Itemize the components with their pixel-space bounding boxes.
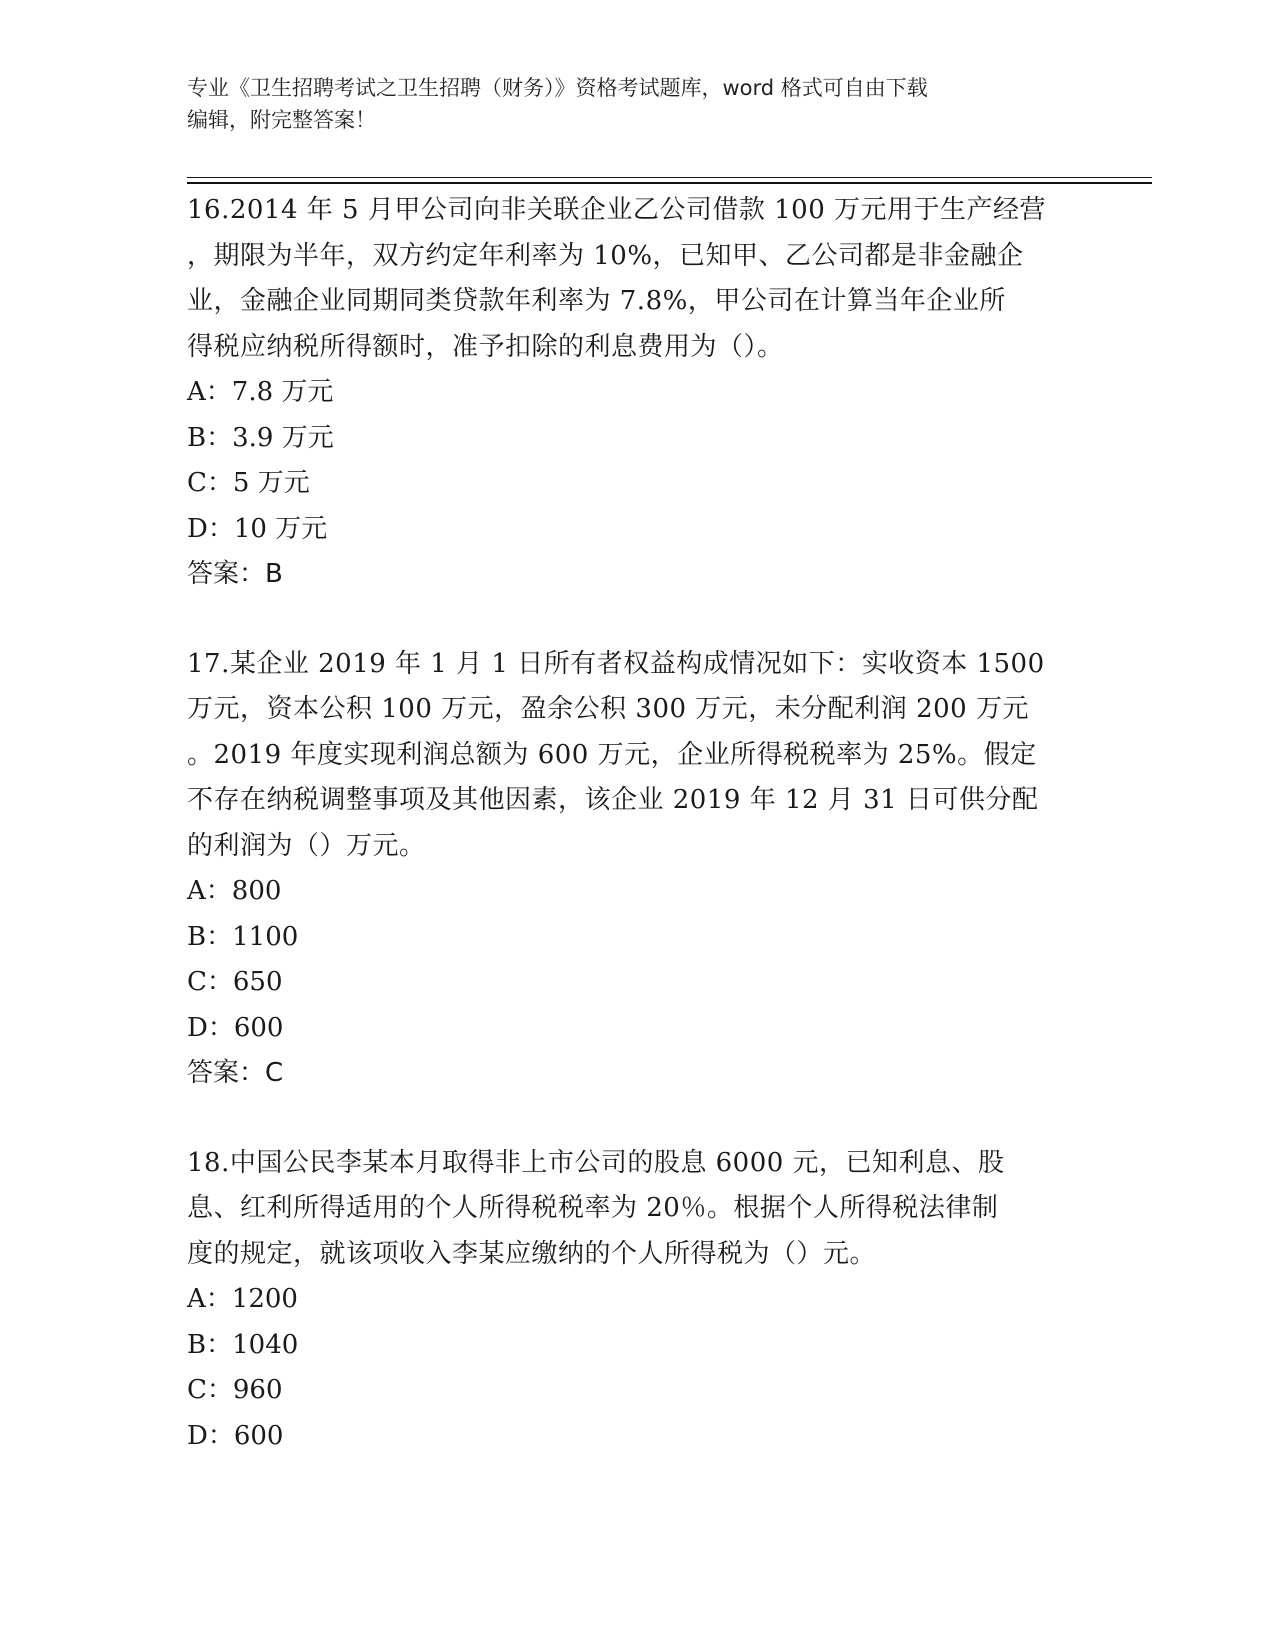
option-b: B：3.9 万元 bbox=[187, 422, 334, 453]
header-divider-thin bbox=[187, 177, 1152, 178]
question-text: 18.中国公民李某本月取得非上市公司的股息 6000 元，已知利息、股 bbox=[187, 1147, 1005, 1178]
question-text: 。2019 年度实现利润总额为 600 万元，企业所得税税率为 25%。假定 bbox=[187, 739, 1037, 770]
option-a: A：7.8 万元 bbox=[187, 377, 334, 407]
option-c: C：960 bbox=[187, 1375, 283, 1405]
option-c: C：650 bbox=[187, 967, 283, 997]
option-b: B：1100 bbox=[187, 921, 299, 952]
option-d: D：10 万元 bbox=[187, 513, 328, 544]
question-text: 得税应纳税所得额时，准予扣除的利息费用为（）。 bbox=[187, 331, 784, 362]
option-c: C：5 万元 bbox=[187, 468, 310, 498]
question-list bbox=[187, 188, 1087, 1503]
question-text: ，期限为半年，双方约定年利率为 10%，已知甲、乙公司都是非金融企 bbox=[187, 240, 1024, 271]
header-divider-thick bbox=[187, 182, 1152, 184]
question-text: 16.2014 年 5 月甲公司向非关联企业乙公司借款 100 万元用于生产经营 bbox=[187, 195, 1047, 225]
option-a: A：1200 bbox=[187, 1284, 298, 1314]
question-text: 不存在纳税调整事项及其他因素，该企业 2019 年 12 月 31 日可供分配 bbox=[187, 785, 1039, 815]
document-header bbox=[187, 72, 1087, 136]
option-d: D：600 bbox=[187, 1420, 284, 1451]
question-text: 的利润为（）万元。 bbox=[187, 830, 426, 861]
header-line-2: 编辑，附完整答案！ bbox=[187, 108, 376, 132]
header-line-1: 专业《卫生招聘考试之卫生招聘（财务）》资格考试题库，word 格式可自由下载 bbox=[187, 76, 928, 100]
question-text: 度的规定，就该项收入李某应缴纳的个人所得税为（）元。 bbox=[187, 1238, 877, 1269]
question-17 bbox=[187, 642, 1087, 1097]
answer-text: 答案：B bbox=[187, 559, 283, 589]
question-text: 17.某企业 2019 年 1 月 1 日所有者权益构成情况如下：实收资本 1500 bbox=[187, 648, 1045, 679]
question-text: 万元，资本公积 100 万元，盈余公积 300 万元，未分配利润 200 万元 bbox=[187, 694, 1029, 724]
option-a: A：800 bbox=[187, 876, 282, 906]
answer-text: 答案：C bbox=[187, 1058, 284, 1088]
question-text: 业，金融企业同期同类贷款年利率为 7.8%，甲公司在计算当年企业所 bbox=[187, 286, 1006, 316]
question-18 bbox=[187, 1141, 1087, 1460]
option-b: B：1040 bbox=[187, 1329, 299, 1360]
question-16 bbox=[187, 188, 1087, 598]
question-text: 息、红利所得适用的个人所得税税率为 20％。根据个人所得税法律制 bbox=[187, 1193, 999, 1223]
option-d: D：600 bbox=[187, 1012, 284, 1043]
